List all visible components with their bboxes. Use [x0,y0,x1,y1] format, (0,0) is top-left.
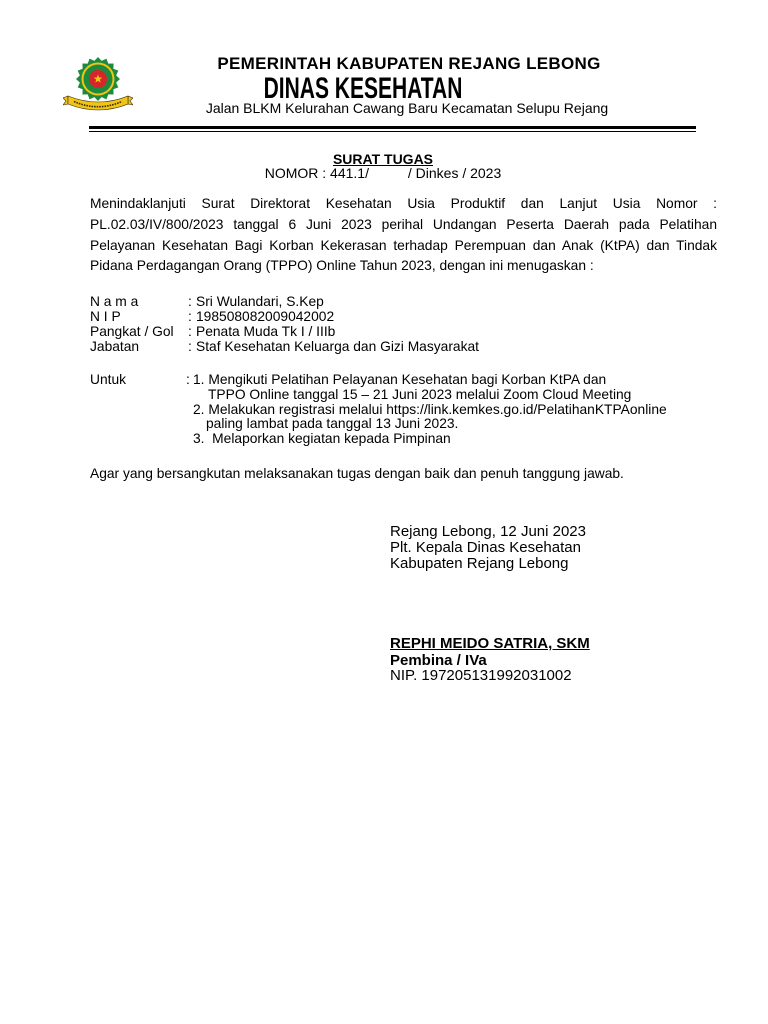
logo-emblem [76,57,120,101]
field-label-position: Jabatan [90,339,140,354]
regency-coat-of-arms-icon [63,55,133,115]
letter-title: SURAT TUGAS [332,151,434,167]
field-label-name: N a m a [90,294,139,309]
signature-place-date: Rejang Lebong, 12 Juni 2023 [390,523,586,540]
field-value-rank: Penata Muda Tk I / IIIb [196,324,336,339]
task-line: 2. Melakukan registrasi melalui https://link.kemkes.go.id/PelatihanKTPAonline [193,402,667,417]
task-line: TPPO Online tanggal 15 – 21 Juni 2023 melalui Zoom Cloud Meeting [208,387,632,402]
closing-statement: Agar yang bersangkutan melaksanakan tugas dengan baik dan penuh tanggung jawab. [90,466,624,481]
signatory-rank: Pembina / IVa [390,652,487,669]
opening-line: Pidana Perdagangan Orang (TPPO) Online Tahun 2023, dengan ini menugaskan : [90,258,594,273]
letterhead-rule-thick [89,126,696,129]
field-separator: : [188,324,192,339]
field-label-rank: Pangkat / Gol [90,324,174,339]
letter-number: NOMOR : 441.1/ / Dinkes / 2023 [264,165,502,181]
agency-name: DINAS KESEHATAN [263,72,463,105]
task-line: paling lambat pada tanggal 13 Juni 2023. [206,416,459,431]
government-name: PEMERINTAH KABUPATEN REJANG LEBONG [217,54,601,73]
field-value-position: Staf Kesehatan Keluarga dan Gizi Masyarakat [196,339,479,354]
field-separator: : [188,309,192,324]
field-value-name: Sri Wulandari, S.Kep [196,294,324,309]
field-separator: : [188,339,192,354]
task-line: 3. Melaporkan kegiatan kepada Pimpinan [193,431,451,446]
assignment-separator: : [186,372,190,387]
agency-address: Jalan BLKM Kelurahan Cawang Baru Kecamatan Selupu Rejang [205,100,609,116]
opening-line: Menindaklanjuti Surat Direktorat Kesehatan Usia Produktif dan Lanjut Usia Nomor : [90,196,717,211]
opening-line: PL.02.03/IV/800/2023 tanggal 6 Juni 2023 perihal Undangan Peserta Daerah pada Pelatihan [90,217,717,232]
field-value-nip: 198508082009042002 [196,309,335,324]
signature-position: Plt. Kepala Dinas Kesehatan [390,539,581,556]
opening-line: Pelayanan Kesehatan Bagi Korban Kekerasan terhadap Perempuan dan Anak (KtPA) dan Tindak [90,238,717,253]
field-separator: : [188,294,192,309]
signature-institution: Kabupaten Rejang Lebong [390,555,569,572]
field-label-nip: N I P [90,309,121,324]
letterhead-rule-thin [89,131,696,132]
task-line: 1. Mengikuti Pelatihan Pelayanan Kesehatan bagi Korban KtPA dan [193,372,607,387]
assignment-label: Untuk [90,372,127,387]
signatory-nip: NIP. 197205131992031002 [390,667,572,684]
signatory-name: REPHI MEIDO SATRIA, SKM [390,635,590,652]
